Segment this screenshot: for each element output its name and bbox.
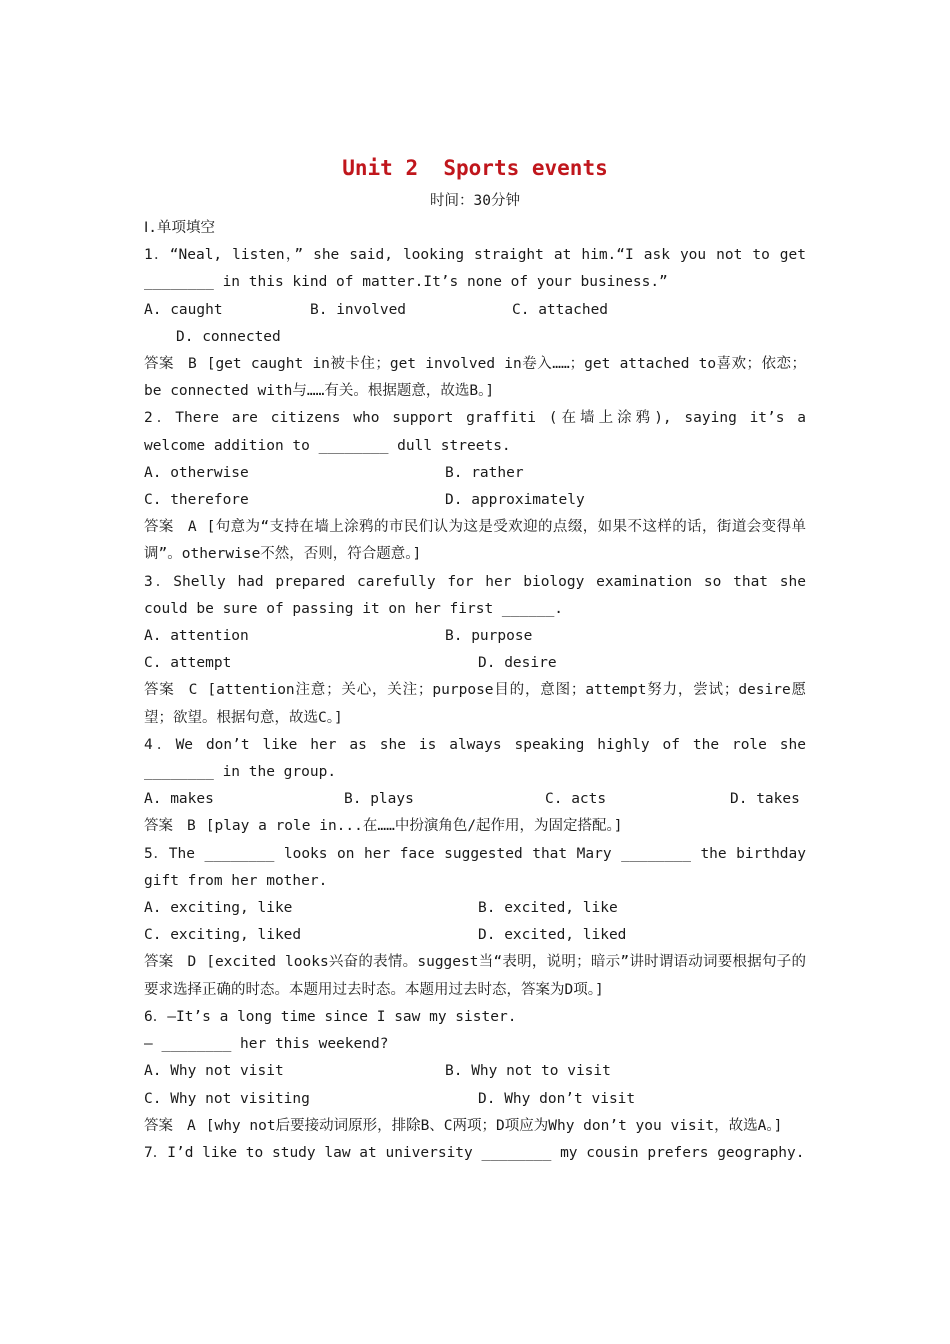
answer-label: 答案: [144, 818, 173, 835]
answer-key: C: [188, 682, 198, 699]
option-c: C. acts: [545, 791, 607, 808]
option-d: D. desire: [478, 655, 557, 672]
options-row: [144, 324, 806, 351]
options-row: [144, 786, 806, 813]
option-a: A. caught: [144, 301, 223, 318]
answer-explanation: [why not后要接动词原形，排除B、C两项；D项应为Why don’t you visit，故选A。]: [205, 1117, 783, 1134]
option-a: A. makes: [144, 791, 214, 808]
option-b: B. Why not to visit: [445, 1063, 611, 1080]
option-d: D. connected: [176, 328, 281, 345]
question-stem: 6．—It’s a long time since I saw my sister.: [144, 1008, 517, 1025]
option-a: A. Why not visit: [144, 1063, 284, 1080]
answer-label: 答案: [144, 1117, 173, 1134]
option-d: D. approximately: [445, 492, 585, 509]
question-stem: 2．There are citizens who support graffiti (在墙上涂鸦), saying it’s a welcome addition to ________ dull streets.: [144, 410, 806, 454]
answer-label: 答案: [144, 356, 174, 373]
answer-key: B: [187, 356, 197, 373]
answer-key: A: [187, 1117, 196, 1134]
answer-key: A: [187, 519, 197, 536]
option-c: C. Why not visiting: [144, 1090, 310, 1107]
question-stem: 3．Shelly had prepared carefully for her biology examination so that she could be sure of passing it on her first ______.: [144, 573, 806, 617]
options-row: [144, 460, 806, 487]
section-heading: Ⅰ.单项填空: [144, 220, 216, 236]
option-b: B. rather: [445, 464, 524, 481]
option-c: C. attempt: [144, 655, 232, 672]
answer-block: [144, 514, 806, 568]
options-row: [144, 1086, 806, 1113]
question-stem-reply: — ________ her this weekend?: [144, 1036, 389, 1053]
options-row: [144, 297, 806, 324]
answer-block: [144, 677, 806, 731]
option-b: B. plays: [344, 791, 414, 808]
answer-explanation: [play a role in...在……中扮演角色/起作用，为固定搭配。]: [205, 818, 623, 835]
answer-explanation: [get caught in被卡住；get involved in卷入……；get attached to喜欢；依恋；be connected with与……有关。根据题意，故选B。]: [144, 356, 807, 400]
option-c: C. exciting, liked: [144, 927, 302, 944]
option-a: A. exciting, like: [144, 900, 293, 917]
answer-key: B: [187, 818, 196, 835]
option-d: D. takes: [730, 791, 800, 808]
answer-block: [144, 1113, 806, 1140]
option-a: A. otherwise: [144, 464, 249, 481]
answer-label: 答案: [144, 954, 174, 971]
answer-key: D: [187, 954, 197, 971]
options-row: [144, 895, 806, 922]
option-c: C. attached: [512, 301, 609, 318]
document-page: [144, 150, 806, 1167]
question-stem: 7．I’d like to study law at university ________ my cousin prefers geography.: [144, 1144, 805, 1161]
answer-explanation: [attention注意；关心，关注；purpose目的，意图；attempt努力，尝试；desire愿望；欲望。根据句意，故选C。]: [144, 682, 807, 726]
options-row: [144, 487, 806, 514]
options-row: [144, 650, 806, 677]
answer-label: 答案: [144, 682, 175, 699]
option-c: C. therefore: [144, 492, 249, 509]
page-title: Unit 2 Sports events: [342, 156, 608, 180]
question-stem: 1．“Neal, listen，” she said, looking straight at him.“I ask you not to get ________ in this kind of matter.It’s none of your business.”: [144, 247, 806, 291]
answer-block: [144, 351, 806, 405]
answer-block: [144, 813, 806, 840]
time-limit: 时间：30分钟: [430, 193, 520, 209]
option-a: A. attention: [144, 628, 249, 645]
option-b: B. excited, like: [478, 900, 618, 917]
question-stem: 5．The ________ looks on her face suggested that Mary ________ the birthday gift from her mother.: [144, 845, 806, 889]
answer-explanation: [句意为“支持在墙上涂鸦的市民们认为这是受欢迎的点缀，如果不这样的话，街道会变得单调”。otherwise不然，否则，符合题意。]: [144, 519, 806, 563]
answer-block: [144, 949, 806, 1003]
option-b: B. involved: [310, 301, 407, 318]
options-row: [144, 623, 806, 650]
option-d: D. excited, liked: [478, 927, 627, 944]
options-row: [144, 922, 806, 949]
answer-label: 答案: [144, 519, 174, 536]
answer-explanation: [excited looks兴奋的表情。suggest当“表明，说明；暗示”讲时谓语动词要根据句子的要求选择正确的时态。本题用过去时态。本题用过去时态，答案为D项。]: [144, 954, 806, 998]
option-d: D. Why don’t visit: [478, 1090, 636, 1107]
options-row: [144, 1058, 806, 1085]
question-stem: 4．We don’t like her as she is always speaking highly of the role she ________ in the group.: [144, 736, 806, 781]
option-b: B. purpose: [445, 628, 533, 645]
